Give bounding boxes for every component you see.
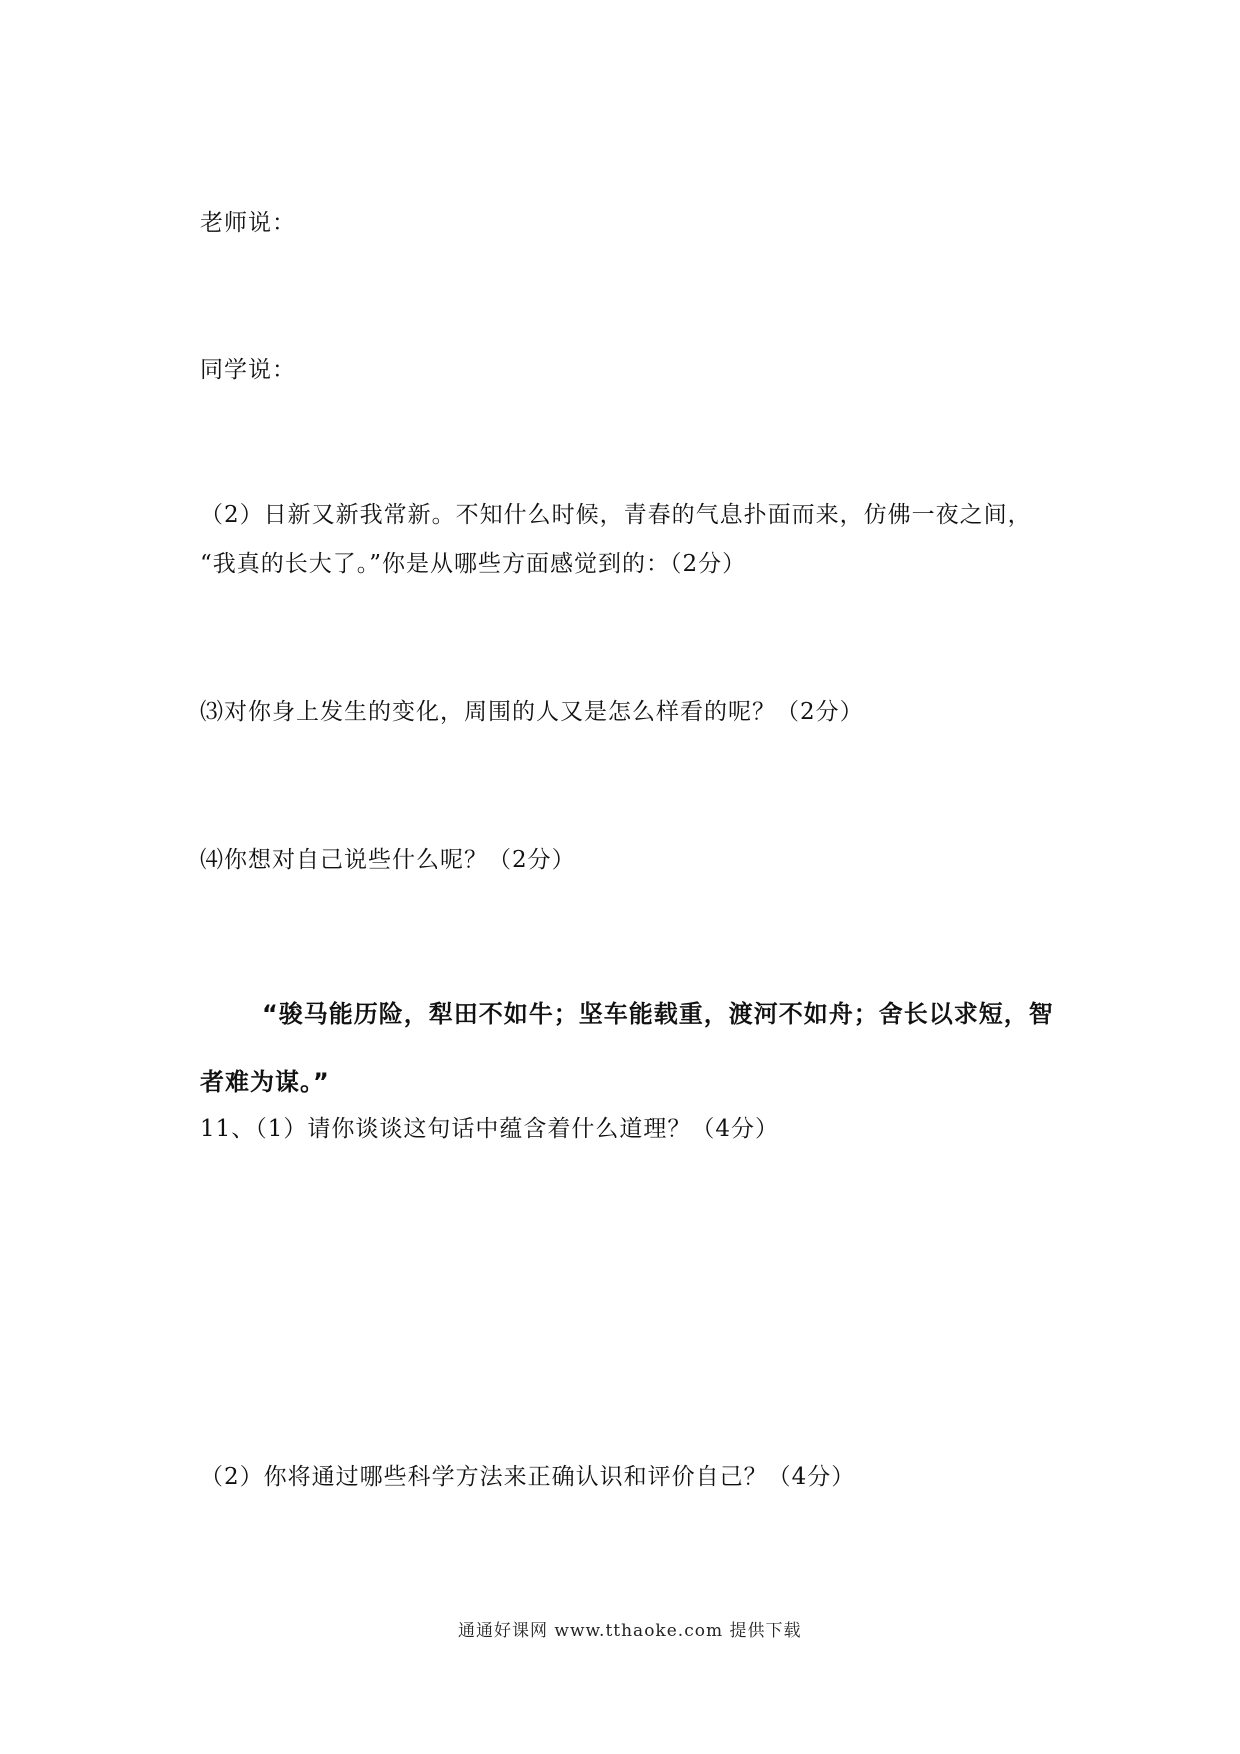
footer-source-text: 通通好课网 www.tthaoke.com 提供下载 (458, 1621, 802, 1641)
question-11-part-2: （2）你将通过哪些科学方法来正确认识和评价自己？（4分） (200, 1464, 856, 1490)
question-2-line-2: “我真的长大了。”你是从哪些方面感觉到的：（2分） (200, 551, 747, 577)
proverb-quote-line-1: “骏马能历险，犁田不如牛；坚车能载重，渡河不如舟；舍长以求短，智 (262, 1000, 1054, 1028)
teacher-says-label: 老师说： (200, 210, 296, 236)
question-2-line-1: （2）日新又新我常新。不知什么时候，青春的气息扑面而来，仿佛一夜之间， (200, 502, 1032, 528)
proverb-quote-line-2: 者难为谋。” (200, 1068, 330, 1096)
question-11-part-1: 11、（1）请你谈谈这句话中蕴含着什么道理？（4分） (200, 1116, 780, 1142)
classmate-says-label: 同学说： (200, 357, 296, 383)
question-4: ⑷你想对自己说些什么呢？（2分） (200, 847, 576, 873)
question-3: ⑶对你身上发生的变化，周围的人又是怎么样看的呢？（2分） (200, 699, 864, 725)
